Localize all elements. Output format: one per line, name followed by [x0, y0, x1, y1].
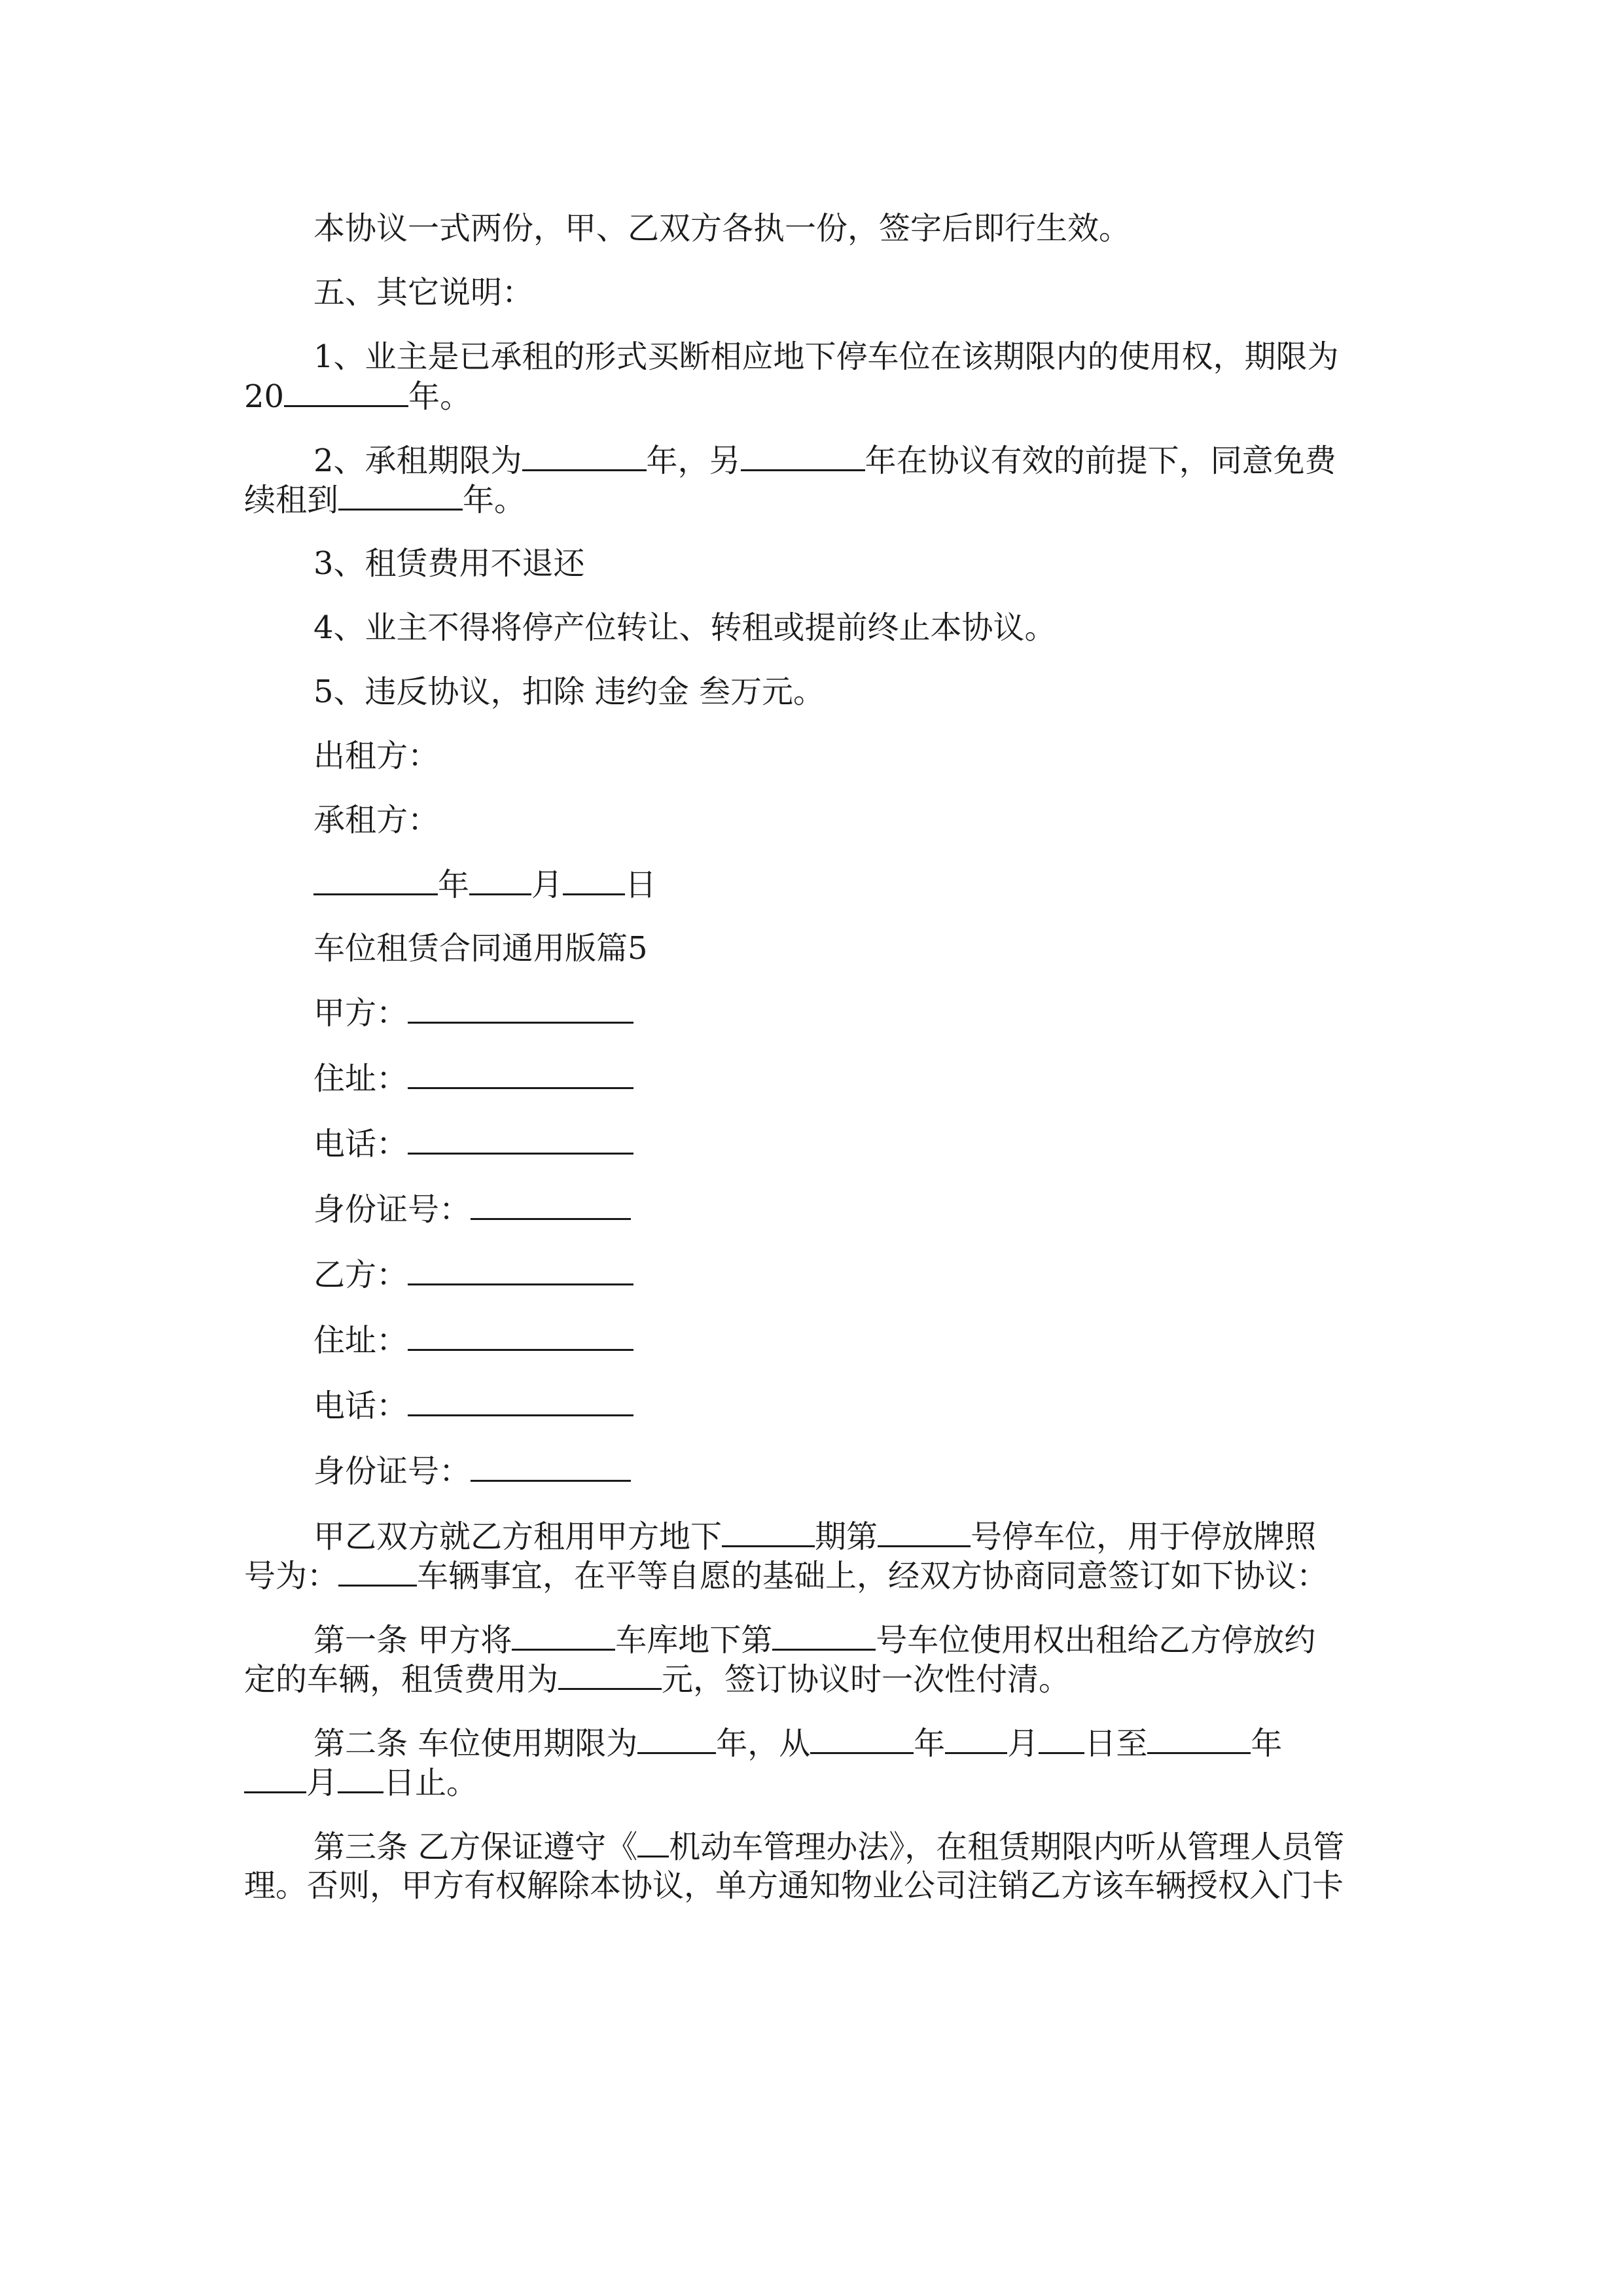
blank-field[interactable] — [408, 1124, 633, 1155]
blank-field[interactable] — [1147, 1723, 1251, 1754]
paragraph-intro-cont: 号为： 车辆事宜，在平等自愿的基础上，经双方协商同意签订如下协议： — [244, 1556, 1383, 1595]
blank-field[interactable] — [810, 1723, 914, 1754]
blank-field[interactable] — [522, 440, 647, 471]
blank-field[interactable] — [408, 993, 633, 1024]
party-b-address: 住址： — [244, 1320, 1383, 1359]
blank-field[interactable] — [772, 1620, 876, 1651]
paragraph-effective: 本协议一式两份，甲、乙双方各执一份，签字后即行生效。 — [313, 210, 1131, 247]
blank-field[interactable] — [408, 1386, 633, 1416]
blank-field[interactable] — [469, 865, 531, 895]
blank-field[interactable] — [558, 1659, 662, 1690]
blank-field[interactable] — [471, 1451, 631, 1482]
party-a-address: 住址： — [244, 1058, 1383, 1098]
article-2: 第二条 车位使用期限为 年，从 年 月 日至 年 — [244, 1723, 1383, 1763]
article-3-cont: 理。否则，甲方有权解除本协议，单方通知物业公司注销乙方该车辆授权入门卡 — [244, 1867, 1344, 1904]
blank-field[interactable] — [471, 1189, 631, 1220]
blank-field[interactable] — [637, 1827, 669, 1857]
blank-field[interactable] — [338, 480, 463, 511]
paragraph-note-5: 5、违反协议，扣除 违约金 叁万元。 — [313, 673, 825, 710]
section-title: 车位租赁合同通用版篇5 — [313, 930, 648, 967]
article-1: 第一条 甲方将 车库地下第 号车位使用权出租给乙方停放约 — [244, 1620, 1383, 1659]
paragraph-note-4: 4、业主不得将停产位转让、转租或提前终止本协议。 — [313, 609, 1056, 646]
blank-field[interactable] — [878, 1516, 971, 1547]
paragraph-note-3: 3、租赁费用不退还 — [313, 545, 585, 582]
signature-lessor: 出租方： — [313, 738, 440, 774]
party-b-id: 身份证号： — [244, 1451, 1383, 1490]
article-1-cont: 定的车辆，租赁费用为 元，签订协议时一次性付清。 — [244, 1659, 1383, 1698]
blank-field[interactable] — [284, 376, 408, 407]
paragraph-note-1-cont: 20 年。 — [244, 376, 1383, 416]
blank-field[interactable] — [338, 1556, 417, 1587]
party-b-name: 乙方： — [244, 1255, 1383, 1294]
blank-field[interactable] — [408, 1255, 633, 1285]
blank-field[interactable] — [945, 1723, 1007, 1754]
blank-field[interactable] — [408, 1058, 633, 1089]
paragraph-note-1: 1、业主是已承租的形式买断相应地下停车位在该期限内的使用权，期限为 — [313, 338, 1339, 375]
blank-field[interactable] — [338, 1763, 383, 1793]
party-a-phone: 电话： — [244, 1124, 1383, 1163]
paragraph-note-2: 2、承租期限为 年，另 年在协议有效的前提下，同意免费 — [244, 440, 1383, 480]
signature-date: 年 月 日 — [244, 865, 1383, 904]
party-a-id: 身份证号： — [244, 1189, 1383, 1229]
blank-field[interactable] — [722, 1516, 815, 1547]
blank-field[interactable] — [637, 1723, 716, 1754]
heading-other-notes: 五、其它说明： — [313, 274, 534, 311]
blank-field[interactable] — [563, 865, 625, 895]
blank-field[interactable] — [313, 865, 438, 895]
blank-field[interactable] — [741, 440, 865, 471]
article-3: 第三条 乙方保证遵守《 机动车管理办法》，在租赁期限内听从管理人员管 — [244, 1827, 1383, 1866]
party-a-name: 甲方： — [244, 993, 1383, 1032]
document-body — [244, 209, 1383, 1905]
blank-field[interactable] — [1039, 1723, 1084, 1754]
party-b-phone: 电话： — [244, 1386, 1383, 1425]
signature-lessee: 承租方： — [313, 802, 440, 838]
paragraph-intro: 甲乙双方就乙方租用甲方地下 期第 号停车位，用于停放牌照 — [244, 1516, 1383, 1556]
blank-field[interactable] — [512, 1620, 615, 1651]
blank-field[interactable] — [244, 1763, 306, 1793]
blank-field[interactable] — [408, 1320, 633, 1351]
paragraph-note-2-cont: 续租到 年。 — [244, 480, 1383, 519]
article-2-cont: 月 日止。 — [244, 1763, 1383, 1802]
